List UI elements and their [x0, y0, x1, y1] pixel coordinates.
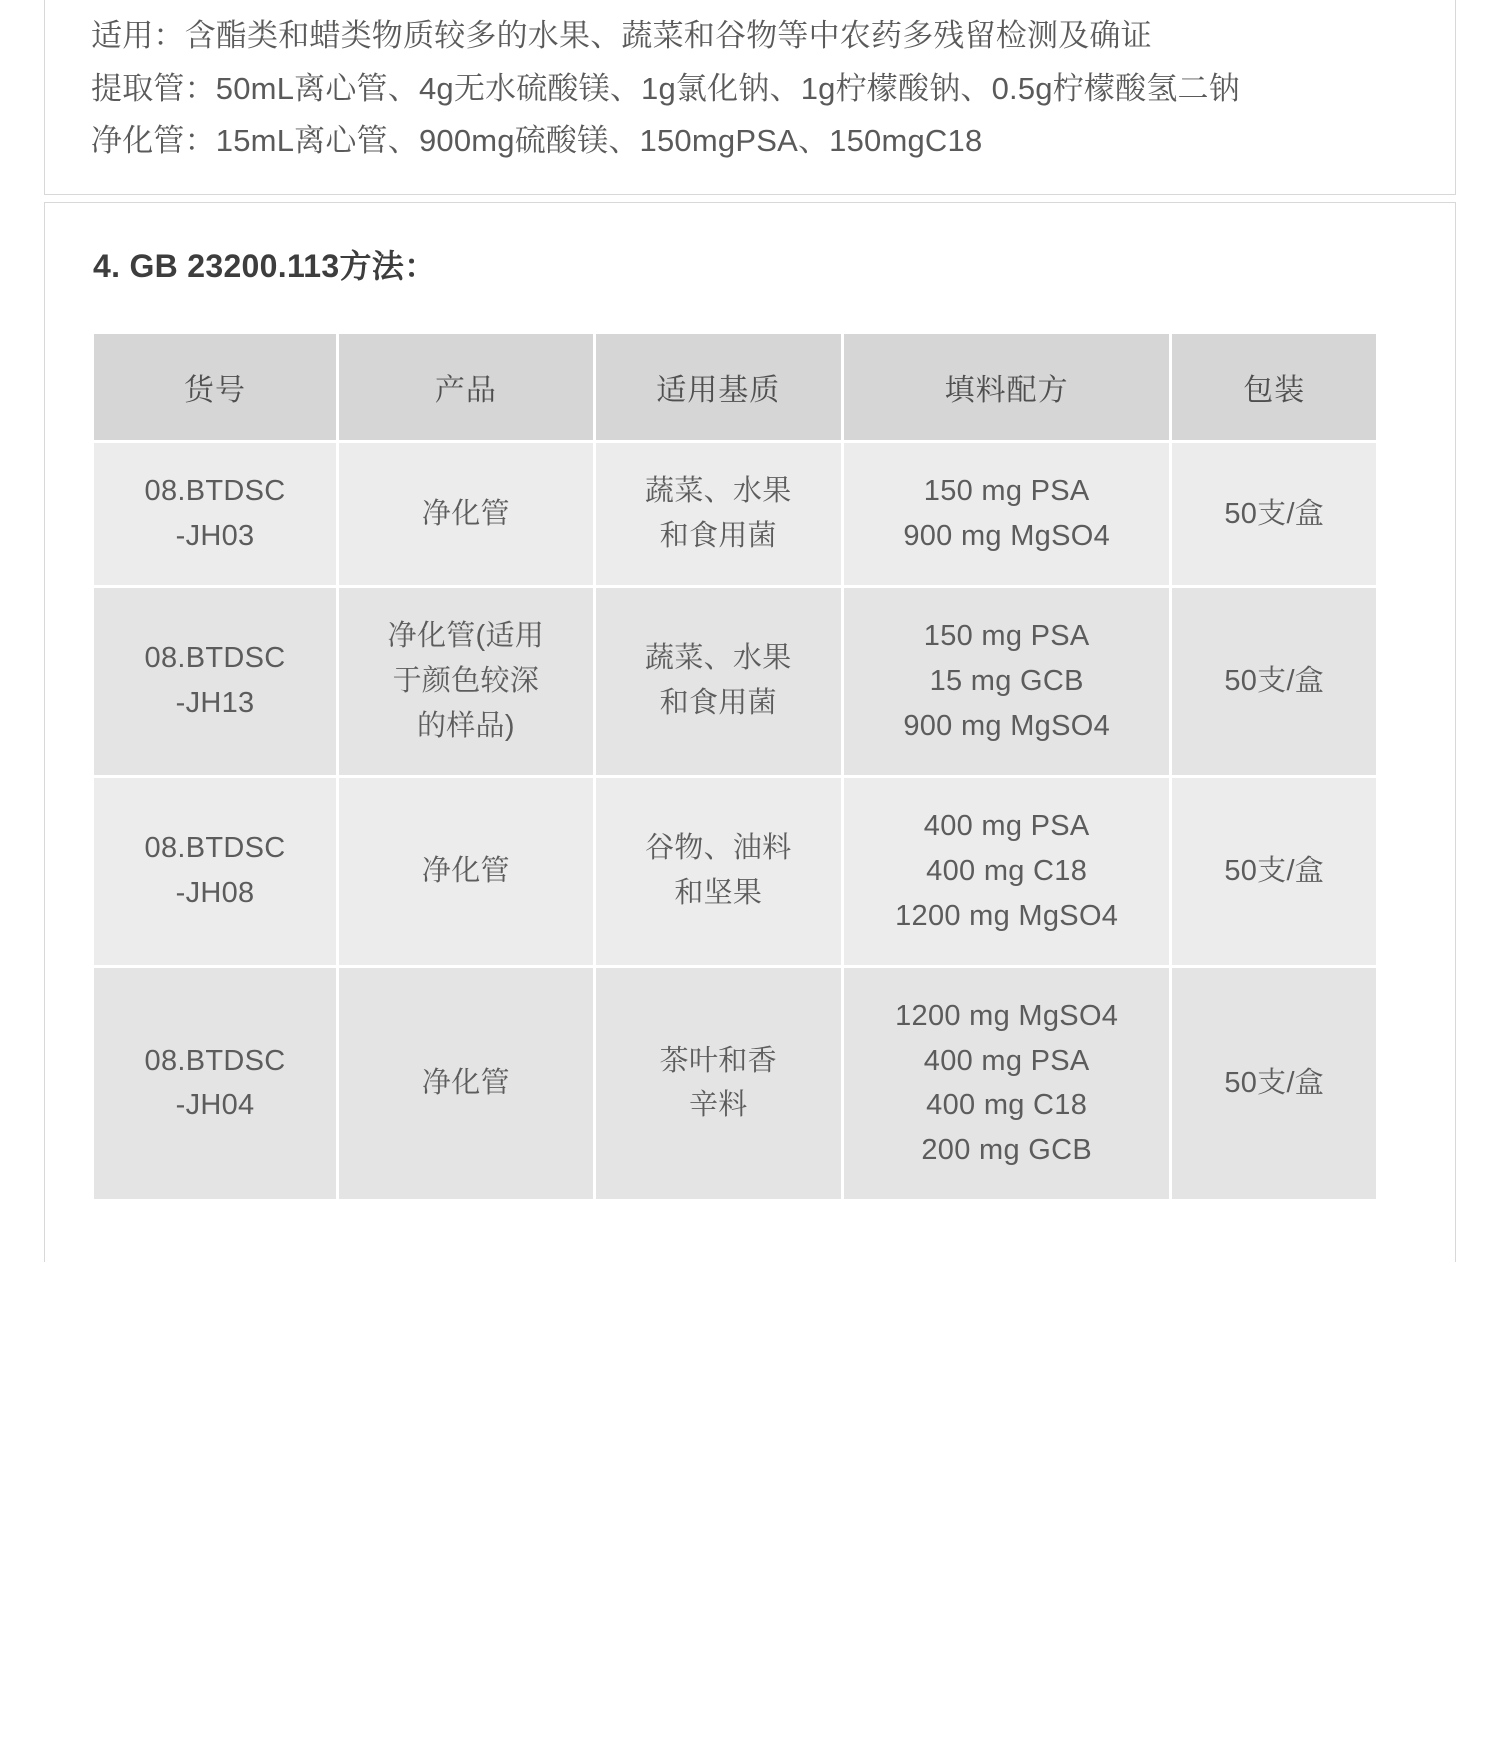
cell-matrix: [596, 588, 841, 775]
cell-product: [339, 778, 593, 965]
cell-text: 50支/盒: [1224, 497, 1325, 530]
cell-text: 50支/盒: [1224, 664, 1325, 697]
cell-package: [1172, 588, 1376, 775]
cell-text: -JH13: [175, 687, 255, 720]
cell-text: 和坚果: [674, 877, 763, 910]
cell-text: 900 mg MgSO4: [903, 520, 1111, 552]
table-row: [94, 778, 1376, 965]
cell-text: 和食用菌: [659, 520, 777, 552]
page-title: 4. GB 23200.113方法：: [93, 248, 437, 285]
cell-text: 900 mg MgSO4: [903, 709, 1111, 742]
cell-text: 1200 mg MgSO4: [895, 899, 1119, 932]
cell-text: 400 mg PSA: [923, 809, 1090, 842]
cell-text: -JH08: [175, 877, 255, 910]
cell-filler: [844, 968, 1170, 1200]
cell-filler: [844, 778, 1170, 965]
table-header-row: [94, 334, 1376, 440]
intro-line-applicability: 适用：含酯类和蜡类物质较多的水果、蔬菜和谷物等中农药多残留检测及确证: [91, 18, 1152, 53]
cell-text: 净化管: [421, 497, 510, 530]
cell-text: 50支/盒: [1224, 1066, 1325, 1099]
cell-text: 08.BTDSC: [144, 475, 286, 508]
cell-package: [1172, 443, 1376, 585]
cell-package: [1172, 778, 1376, 965]
cell-text: 400 mg C18: [926, 1089, 1088, 1122]
cell-text: 蔬菜、水果: [645, 475, 792, 508]
intro-line-cleanup-tube: 净化管：15mL离心管、900mg硫酸镁、150mgPSA、150mgC18: [91, 123, 983, 159]
cell-text: -JH03: [175, 520, 255, 552]
cell-text: 的样品): [416, 709, 515, 742]
cell-text: 50支/盒: [1224, 854, 1325, 887]
cell-code: [94, 588, 336, 775]
cell-matrix: [596, 968, 841, 1200]
section-panel: [44, 202, 1456, 1262]
table-row: [94, 443, 1376, 585]
cell-filler: [844, 443, 1170, 585]
cell-text: 400 mg C18: [926, 854, 1088, 887]
cell-text: 1200 mg MgSO4: [895, 999, 1119, 1032]
cell-text: 400 mg PSA: [923, 1044, 1090, 1077]
cell-code: [94, 443, 336, 585]
cell-text: 15 mg GCB: [929, 664, 1084, 697]
cell-text: 茶叶和香: [659, 1044, 777, 1077]
cell-text: 净化管: [421, 854, 510, 887]
spec-table: [91, 331, 1379, 1202]
table-row: [94, 968, 1376, 1200]
cell-text: 蔬菜、水果: [645, 642, 792, 675]
cell-text: 150 mg PSA: [923, 475, 1090, 508]
cell-matrix: [596, 778, 841, 965]
cell-package: [1172, 968, 1376, 1200]
cell-product: [339, 968, 593, 1200]
cell-code: [94, 968, 336, 1200]
column-header-code: 货号: [94, 334, 336, 440]
table-row: [94, 588, 1376, 775]
cell-text: 谷物、油料: [645, 832, 792, 865]
cell-text: 08.BTDSC: [144, 1044, 286, 1077]
column-header-package: 包装: [1172, 334, 1376, 440]
cell-text: 08.BTDSC: [144, 832, 286, 865]
cell-filler: [844, 588, 1170, 775]
cell-code: [94, 778, 336, 965]
cell-text: 净化管(适用: [387, 619, 545, 652]
cell-text: 150 mg PSA: [923, 619, 1090, 652]
cell-text: 08.BTDSC: [144, 642, 286, 675]
intro-panel: [44, 0, 1456, 195]
column-header-filler: 填料配方: [844, 334, 1170, 440]
cell-product: [339, 443, 593, 585]
column-header-product: 产品: [339, 334, 593, 440]
cell-text: 于颜色较深: [392, 664, 540, 697]
intro-line-extraction-tube: 提取管：50mL离心管、4g无水硫酸镁、1g氯化钠、1g柠檬酸钠、0.5g柠檬酸氢二钠: [91, 70, 1240, 106]
cell-text: 净化管: [421, 1066, 510, 1099]
cell-product: [339, 588, 593, 775]
cell-text: 200 mg GCB: [921, 1134, 1092, 1167]
cell-matrix: [596, 443, 841, 585]
cell-text: 辛料: [688, 1089, 748, 1122]
column-header-matrix: 适用基质: [596, 334, 841, 440]
cell-text: 和食用菌: [659, 687, 777, 720]
cell-text: -JH04: [175, 1089, 255, 1122]
